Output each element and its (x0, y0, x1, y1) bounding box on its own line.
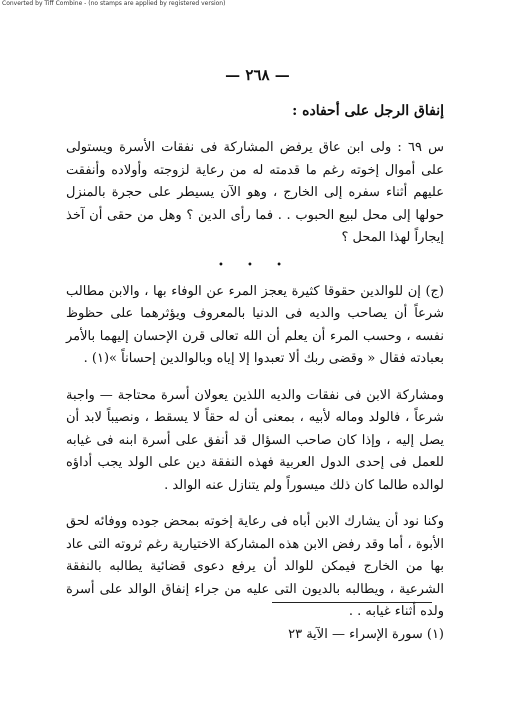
answer-paragraph-1: (ج) إن للوالدين حقوقا كثيرة يعجز المرء عن الوفاء بها ، والابن مطالب شرعاً أن يصاحب والديه فى الدنيا بالمعروف ويؤثرهما على حظوظ نفسه ، وحسب المرء أن يعلم أن الله تعالى قرن الإحسان إليهما بالأمر بعبادته فقال « وقضى ربك ألا تعبدوا إلا إياه وبالوالدين إحساناً »(١) . (66, 283, 444, 366)
answer-paragraph-3: وكنا نود أن يشارك الابن أباه فى رعاية إخوته بمحض جوده ووفائه لحق الأبوة ، أما وقد رفض الابن هذه المشاركة الاختيارية رغم ثروته التى عاد بها من الخارج فيمكن للوالد أن يرفع دعوى قضائية يطالبه بالنفقة الشرعية ، ويطالبه بالديون التى عليه من جراء إنفاق الوالد على أسرة ولده أثناء غيابه . . (66, 514, 444, 619)
section-heading: إنفاق الرجل على أحفاده : (292, 103, 444, 119)
section-separator: • • • (217, 259, 293, 271)
page-body (66, 100, 444, 624)
question-paragraph: س ٦٩ : ولى ابن عاق يرفض المشاركة فى نفقات الأسرة ويستولى على أموال إخوته رغم ما قدمته له من رعاية لزوجته وأولاده وأنفقت عليهم أثناء سفره إلى الخارج ، وهو الآن يسيطر على حجرة بالمنزل حولها إلى محل لبيع الحبوب . . فما رأى الدين ؟ وهل من حقى أن آخذ إيجاراً لهذا المحل ؟ (66, 140, 444, 245)
converter-watermark: Converted by Tiff Combine - (no stamps are applied by registered version) (2, 0, 226, 7)
footnote: (١) سورة الإسراء — الآية ٢٣ (288, 627, 444, 642)
footnote-divider (272, 602, 432, 603)
page-number: — ٢٦٨ — (225, 66, 290, 84)
answer-paragraph-2: ومشاركة الابن فى نفقات والديه اللذين يعولان أسرة محتاجة — واجبة شرعاً ، فالولد وماله لأبيه ، بمعنى أن له حقاً لا يسقط ، ونصيباً لابد أن يصل إليه ، وإذا كان صاحب السؤال قد أنفق على أسرة ابنه فى غيابه للعمل فى إحدى الدول العربية فهذه النفقة دين على الولد يجب أداؤه لوالده طالما كان ذلك ميسوراً ولم يتنازل عنه الوالد . (66, 387, 444, 493)
